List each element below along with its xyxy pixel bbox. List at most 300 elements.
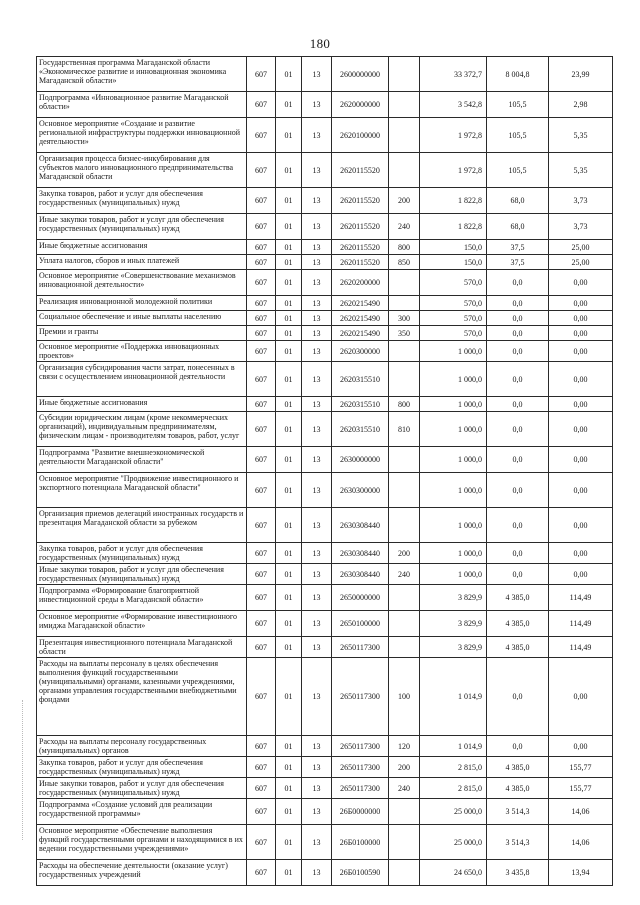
cell-vr: 200 xyxy=(389,188,420,214)
cell-csr: 2650117300 xyxy=(332,736,389,757)
cell-plan: 1 000,0 xyxy=(420,397,487,412)
cell-rz: 01 xyxy=(276,57,302,92)
cell-ved: 607 xyxy=(247,508,276,543)
cell-rz: 01 xyxy=(276,92,302,118)
cell-ved: 607 xyxy=(247,473,276,508)
cell-pr: 13 xyxy=(302,270,332,296)
cell-csr: 2620200000 xyxy=(332,270,389,296)
cell-csr: 26Б0100590 xyxy=(332,860,389,886)
cell-csr: 2620315510 xyxy=(332,362,389,397)
cell-ved: 607 xyxy=(247,736,276,757)
cell-ved: 607 xyxy=(247,118,276,153)
cell-plan: 1 000,0 xyxy=(420,412,487,447)
cell-pct: 25,00 xyxy=(549,240,613,255)
cell-pr: 13 xyxy=(302,296,332,311)
cell-ved: 607 xyxy=(247,397,276,412)
cell-csr: 2630000000 xyxy=(332,447,389,473)
cell-pct: 114,49 xyxy=(549,585,613,611)
budget-table xyxy=(36,56,613,886)
cell-ved: 607 xyxy=(247,296,276,311)
cell-name: Расходы на выплаты персоналу государственных (муниципальных) органов xyxy=(37,736,247,757)
cell-plan: 570,0 xyxy=(420,270,487,296)
cell-ved: 607 xyxy=(247,611,276,637)
cell-name: Подпрограмма «Создание условий для реализации государственной программы» xyxy=(37,799,247,825)
cell-pct: 14,06 xyxy=(549,825,613,860)
cell-vr: 300 xyxy=(389,311,420,326)
cell-rz: 01 xyxy=(276,296,302,311)
cell-name: Закупка товаров, работ и услуг для обеспечения государственных (муниципальных) нужд xyxy=(37,757,247,778)
cell-plan: 1 000,0 xyxy=(420,341,487,362)
cell-rz: 01 xyxy=(276,270,302,296)
cell-vr xyxy=(389,296,420,311)
cell-fact: 68,0 xyxy=(487,214,549,240)
cell-vr xyxy=(389,270,420,296)
table-row xyxy=(37,564,613,585)
cell-ved: 607 xyxy=(247,585,276,611)
cell-vr xyxy=(389,362,420,397)
cell-pr: 13 xyxy=(302,658,332,736)
table-row xyxy=(37,447,613,473)
cell-csr: 2650117300 xyxy=(332,658,389,736)
cell-name: Реализация инновационной молодежной политики xyxy=(37,296,247,311)
cell-plan: 1 000,0 xyxy=(420,362,487,397)
cell-pct: 3,73 xyxy=(549,188,613,214)
cell-rz: 01 xyxy=(276,543,302,564)
cell-fact: 0,0 xyxy=(487,508,549,543)
cell-pct: 13,94 xyxy=(549,860,613,886)
cell-vr: 810 xyxy=(389,412,420,447)
cell-pr: 13 xyxy=(302,473,332,508)
cell-vr: 240 xyxy=(389,564,420,585)
cell-pct: 0,00 xyxy=(549,447,613,473)
cell-vr: 800 xyxy=(389,240,420,255)
cell-plan: 1 014,9 xyxy=(420,658,487,736)
cell-csr: 2650117300 xyxy=(332,778,389,799)
cell-plan: 1 000,0 xyxy=(420,543,487,564)
cell-fact: 0,0 xyxy=(487,296,549,311)
cell-pr: 13 xyxy=(302,412,332,447)
cell-csr: 2620000000 xyxy=(332,92,389,118)
table-row xyxy=(37,255,613,270)
cell-rz: 01 xyxy=(276,508,302,543)
cell-fact: 0,0 xyxy=(487,311,549,326)
cell-vr: 240 xyxy=(389,778,420,799)
cell-pct: 114,49 xyxy=(549,611,613,637)
cell-vr: 240 xyxy=(389,214,420,240)
cell-pr: 13 xyxy=(302,736,332,757)
cell-ved: 607 xyxy=(247,57,276,92)
cell-name: Иные закупки товаров, работ и услуг для обеспечения государственных (муниципальных) нужд xyxy=(37,214,247,240)
cell-fact: 0,0 xyxy=(487,326,549,341)
cell-fact: 0,0 xyxy=(487,270,549,296)
cell-pr: 13 xyxy=(302,447,332,473)
cell-rz: 01 xyxy=(276,585,302,611)
cell-pct: 0,00 xyxy=(549,341,613,362)
cell-rz: 01 xyxy=(276,311,302,326)
cell-plan: 33 372,7 xyxy=(420,57,487,92)
cell-plan: 3 829,9 xyxy=(420,585,487,611)
cell-name: Подпрограмма «Формирование благоприятной инвестиционной среды в Магаданской области» xyxy=(37,585,247,611)
table-row xyxy=(37,118,613,153)
table-row xyxy=(37,508,613,543)
cell-pct: 0,00 xyxy=(549,564,613,585)
cell-csr: 2620100000 xyxy=(332,118,389,153)
cell-pct: 3,73 xyxy=(549,214,613,240)
cell-ved: 607 xyxy=(247,92,276,118)
table-row xyxy=(37,311,613,326)
cell-pct: 0,00 xyxy=(549,543,613,564)
cell-ved: 607 xyxy=(247,362,276,397)
table-row xyxy=(37,473,613,508)
table-row xyxy=(37,778,613,799)
cell-rz: 01 xyxy=(276,799,302,825)
table-row xyxy=(37,658,613,736)
table-row xyxy=(37,57,613,92)
cell-pr: 13 xyxy=(302,860,332,886)
cell-rz: 01 xyxy=(276,447,302,473)
cell-ved: 607 xyxy=(247,326,276,341)
cell-ved: 607 xyxy=(247,240,276,255)
cell-name: Организация процесса бизнес-инкубирования для субъектов малого инновационного предпринимательства Магаданской области xyxy=(37,153,247,188)
cell-ved: 607 xyxy=(247,412,276,447)
cell-pct: 0,00 xyxy=(549,397,613,412)
cell-plan: 3 542,8 xyxy=(420,92,487,118)
cell-rz: 01 xyxy=(276,240,302,255)
cell-pct: 0,00 xyxy=(549,296,613,311)
cell-pct: 14,06 xyxy=(549,799,613,825)
cell-fact: 0,0 xyxy=(487,736,549,757)
cell-fact: 0,0 xyxy=(487,341,549,362)
cell-rz: 01 xyxy=(276,778,302,799)
cell-csr: 2620115520 xyxy=(332,214,389,240)
cell-plan: 570,0 xyxy=(420,326,487,341)
table-row xyxy=(37,92,613,118)
cell-vr xyxy=(389,611,420,637)
page-number: 180 xyxy=(309,36,331,51)
cell-vr xyxy=(389,799,420,825)
cell-rz: 01 xyxy=(276,860,302,886)
cell-name: Презентация инвестиционного потенциала Магаданской области xyxy=(37,637,247,658)
cell-pct: 5,35 xyxy=(549,118,613,153)
cell-csr: 2650100000 xyxy=(332,611,389,637)
cell-plan: 1 000,0 xyxy=(420,473,487,508)
table-row xyxy=(37,326,613,341)
table-row xyxy=(37,153,613,188)
cell-ved: 607 xyxy=(247,778,276,799)
cell-ved: 607 xyxy=(247,757,276,778)
cell-vr xyxy=(389,825,420,860)
cell-pct: 155,77 xyxy=(549,757,613,778)
cell-name: Субсидии юридическим лицам (кроме некоммерческих организаций), индивидуальным предпринимателям, физическим лицам - производителям товаров, работ, услуг xyxy=(37,412,247,447)
cell-plan: 1 000,0 xyxy=(420,564,487,585)
cell-ved: 607 xyxy=(247,799,276,825)
cell-csr: 2650117300 xyxy=(332,637,389,658)
cell-ved: 607 xyxy=(247,564,276,585)
cell-fact: 4 385,0 xyxy=(487,757,549,778)
cell-rz: 01 xyxy=(276,611,302,637)
cell-rz: 01 xyxy=(276,255,302,270)
table-row xyxy=(37,585,613,611)
cell-fact: 68,0 xyxy=(487,188,549,214)
cell-ved: 607 xyxy=(247,658,276,736)
cell-csr: 2620215490 xyxy=(332,296,389,311)
cell-pr: 13 xyxy=(302,543,332,564)
cell-ved: 607 xyxy=(247,255,276,270)
table-row xyxy=(37,341,613,362)
cell-plan: 1 822,8 xyxy=(420,188,487,214)
cell-plan: 1 972,8 xyxy=(420,118,487,153)
table-row xyxy=(37,362,613,397)
table-row xyxy=(37,240,613,255)
cell-name: Премии и гранты xyxy=(37,326,247,341)
table-row xyxy=(37,799,613,825)
cell-pct: 0,00 xyxy=(549,658,613,736)
cell-fact: 3 435,8 xyxy=(487,860,549,886)
cell-pr: 13 xyxy=(302,611,332,637)
cell-vr: 800 xyxy=(389,397,420,412)
table-row xyxy=(37,736,613,757)
cell-fact: 0,0 xyxy=(487,473,549,508)
cell-pr: 13 xyxy=(302,240,332,255)
cell-pr: 13 xyxy=(302,311,332,326)
cell-ved: 607 xyxy=(247,311,276,326)
cell-ved: 607 xyxy=(247,270,276,296)
cell-pr: 13 xyxy=(302,57,332,92)
cell-rz: 01 xyxy=(276,564,302,585)
cell-plan: 24 650,0 xyxy=(420,860,487,886)
cell-pct: 155,77 xyxy=(549,778,613,799)
cell-fact: 105,5 xyxy=(487,92,549,118)
cell-vr xyxy=(389,508,420,543)
cell-fact: 0,0 xyxy=(487,564,549,585)
cell-name: Организация приемов делегаций иностранных государств и презентация Магаданской области за рубежом xyxy=(37,508,247,543)
cell-ved: 607 xyxy=(247,447,276,473)
cell-pr: 13 xyxy=(302,825,332,860)
cell-vr: 350 xyxy=(389,326,420,341)
cell-vr xyxy=(389,473,420,508)
cell-csr: 2620315510 xyxy=(332,412,389,447)
cell-fact: 37,5 xyxy=(487,255,549,270)
cell-ved: 607 xyxy=(247,214,276,240)
cell-name: Уплата налогов, сборов и иных платежей xyxy=(37,255,247,270)
cell-vr xyxy=(389,585,420,611)
table-row xyxy=(37,397,613,412)
cell-ved: 607 xyxy=(247,637,276,658)
cell-name: Расходы на выплаты персоналу в целях обеспечения выполнения функций государственными (муниципальными) органами, казенными учреждениями, органами управления государственными внебюджетными фондами xyxy=(37,658,247,736)
cell-plan: 3 829,9 xyxy=(420,637,487,658)
cell-pr: 13 xyxy=(302,118,332,153)
table-row xyxy=(37,543,613,564)
table-row xyxy=(37,860,613,886)
cell-pct: 5,35 xyxy=(549,153,613,188)
cell-vr: 120 xyxy=(389,736,420,757)
cell-fact: 105,5 xyxy=(487,153,549,188)
cell-ved: 607 xyxy=(247,825,276,860)
cell-rz: 01 xyxy=(276,757,302,778)
cell-fact: 0,0 xyxy=(487,412,549,447)
cell-plan: 25 000,0 xyxy=(420,799,487,825)
cell-plan: 2 815,0 xyxy=(420,778,487,799)
cell-name: Закупка товаров, работ и услуг для обеспечения государственных (муниципальных) нужд xyxy=(37,543,247,564)
cell-fact: 0,0 xyxy=(487,543,549,564)
cell-fact: 105,5 xyxy=(487,118,549,153)
cell-name: Расходы на обеспечение деятельности (оказание услуг) государственных учреждений xyxy=(37,860,247,886)
table-row xyxy=(37,825,613,860)
cell-fact: 0,0 xyxy=(487,447,549,473)
cell-pct: 0,00 xyxy=(549,326,613,341)
cell-name: Социальное обеспечение и иные выплаты населению xyxy=(37,311,247,326)
cell-name: Основное мероприятие «Создание и развитие региональной инфраструктуры поддержки инновационной деятельности» xyxy=(37,118,247,153)
cell-pct: 0,00 xyxy=(549,311,613,326)
cell-name: Закупка товаров, работ и услуг для обеспечения государственных (муниципальных) нужд xyxy=(37,188,247,214)
cell-pct: 23,99 xyxy=(549,57,613,92)
table-row xyxy=(37,757,613,778)
cell-ved: 607 xyxy=(247,543,276,564)
cell-csr: 2620215490 xyxy=(332,326,389,341)
cell-pct: 0,00 xyxy=(549,270,613,296)
cell-plan: 1 972,8 xyxy=(420,153,487,188)
cell-plan: 1 000,0 xyxy=(420,447,487,473)
cell-ved: 607 xyxy=(247,860,276,886)
cell-pct: 0,00 xyxy=(549,362,613,397)
cell-csr: 26Б0100000 xyxy=(332,825,389,860)
cell-vr: 100 xyxy=(389,658,420,736)
cell-plan: 570,0 xyxy=(420,311,487,326)
cell-vr: 850 xyxy=(389,255,420,270)
cell-pr: 13 xyxy=(302,188,332,214)
table-row xyxy=(37,637,613,658)
cell-plan: 2 815,0 xyxy=(420,757,487,778)
cell-pr: 13 xyxy=(302,585,332,611)
cell-fact: 8 004,8 xyxy=(487,57,549,92)
cell-fact: 4 385,0 xyxy=(487,637,549,658)
cell-csr: 2620115520 xyxy=(332,255,389,270)
cell-fact: 3 514,3 xyxy=(487,799,549,825)
cell-rz: 01 xyxy=(276,658,302,736)
table-body xyxy=(37,57,613,886)
table-row xyxy=(37,412,613,447)
cell-name: Иные закупки товаров, работ и услуг для обеспечения государственных (муниципальных) нужд xyxy=(37,778,247,799)
cell-rz: 01 xyxy=(276,736,302,757)
cell-ved: 607 xyxy=(247,153,276,188)
cell-rz: 01 xyxy=(276,397,302,412)
cell-plan: 3 829,9 xyxy=(420,611,487,637)
cell-pct: 0,00 xyxy=(549,473,613,508)
cell-name: Государственная программа Магаданской области «Экономическое развитие и инновационная экономика Магаданской области» xyxy=(37,57,247,92)
cell-pr: 13 xyxy=(302,92,332,118)
table-row xyxy=(37,611,613,637)
cell-name: Основное мероприятие «Формирование инвестиционного имиджа Магаданской области» xyxy=(37,611,247,637)
table-row xyxy=(37,214,613,240)
cell-name: Организация субсидирования части затрат, понесенных в связи с осуществлением инновационной деятельности xyxy=(37,362,247,397)
cell-plan: 150,0 xyxy=(420,240,487,255)
cell-name: Подпрограмма «Инновационное развитие Магаданской области» xyxy=(37,92,247,118)
cell-pr: 13 xyxy=(302,397,332,412)
cell-pr: 13 xyxy=(302,799,332,825)
cell-vr xyxy=(389,341,420,362)
table-row xyxy=(37,188,613,214)
cell-csr: 2630308440 xyxy=(332,564,389,585)
cell-fact: 0,0 xyxy=(487,658,549,736)
cell-ved: 607 xyxy=(247,188,276,214)
cell-plan: 25 000,0 xyxy=(420,825,487,860)
cell-pr: 13 xyxy=(302,214,332,240)
cell-csr: 2620115520 xyxy=(332,240,389,255)
cell-plan: 150,0 xyxy=(420,255,487,270)
cell-rz: 01 xyxy=(276,118,302,153)
cell-csr: 2620115520 xyxy=(332,153,389,188)
cell-csr: 2620215490 xyxy=(332,311,389,326)
cell-vr xyxy=(389,860,420,886)
scan-edge-mark xyxy=(22,700,24,840)
cell-name: Основное мероприятие «Совершенствование механизмов инновационной деятельности» xyxy=(37,270,247,296)
cell-fact: 0,0 xyxy=(487,397,549,412)
cell-pct: 0,00 xyxy=(549,508,613,543)
cell-csr: 2620300000 xyxy=(332,341,389,362)
cell-pr: 13 xyxy=(302,362,332,397)
cell-plan: 1 000,0 xyxy=(420,508,487,543)
cell-vr xyxy=(389,637,420,658)
cell-fact: 4 385,0 xyxy=(487,611,549,637)
cell-rz: 01 xyxy=(276,326,302,341)
cell-rz: 01 xyxy=(276,214,302,240)
cell-csr: 26Б0000000 xyxy=(332,799,389,825)
cell-csr: 2620115520 xyxy=(332,188,389,214)
cell-pr: 13 xyxy=(302,778,332,799)
cell-vr xyxy=(389,118,420,153)
cell-pct: 2,98 xyxy=(549,92,613,118)
table-row xyxy=(37,296,613,311)
cell-rz: 01 xyxy=(276,825,302,860)
cell-fact: 0,0 xyxy=(487,362,549,397)
cell-rz: 01 xyxy=(276,412,302,447)
cell-pr: 13 xyxy=(302,153,332,188)
cell-vr xyxy=(389,153,420,188)
cell-fact: 4 385,0 xyxy=(487,585,549,611)
cell-name: Основное мероприятие "Продвижение инвестиционного и экспортного потенциала Магаданской области" xyxy=(37,473,247,508)
cell-pr: 13 xyxy=(302,637,332,658)
cell-name: Иные бюджетные ассигнования xyxy=(37,240,247,255)
cell-csr: 2630300000 xyxy=(332,473,389,508)
cell-vr: 200 xyxy=(389,543,420,564)
table-row xyxy=(37,270,613,296)
cell-csr: 2620315510 xyxy=(332,397,389,412)
cell-rz: 01 xyxy=(276,362,302,397)
cell-pr: 13 xyxy=(302,508,332,543)
cell-rz: 01 xyxy=(276,341,302,362)
cell-fact: 4 385,0 xyxy=(487,778,549,799)
cell-vr xyxy=(389,447,420,473)
cell-rz: 01 xyxy=(276,188,302,214)
cell-plan: 1 822,8 xyxy=(420,214,487,240)
cell-rz: 01 xyxy=(276,153,302,188)
cell-pr: 13 xyxy=(302,255,332,270)
cell-pct: 0,00 xyxy=(549,412,613,447)
cell-pr: 13 xyxy=(302,341,332,362)
cell-name: Подпрограмма "Развитие внешнеэкономической деятельности Магаданской области" xyxy=(37,447,247,473)
cell-pct: 114,49 xyxy=(549,637,613,658)
cell-plan: 1 014,9 xyxy=(420,736,487,757)
cell-name: Основное мероприятие «Поддержка инновационных проектов» xyxy=(37,341,247,362)
cell-csr: 2630308440 xyxy=(332,543,389,564)
cell-fact: 37,5 xyxy=(487,240,549,255)
cell-pr: 13 xyxy=(302,757,332,778)
cell-vr: 200 xyxy=(389,757,420,778)
cell-csr: 2650000000 xyxy=(332,585,389,611)
cell-rz: 01 xyxy=(276,473,302,508)
cell-ved: 607 xyxy=(247,341,276,362)
cell-csr: 2650117300 xyxy=(332,757,389,778)
